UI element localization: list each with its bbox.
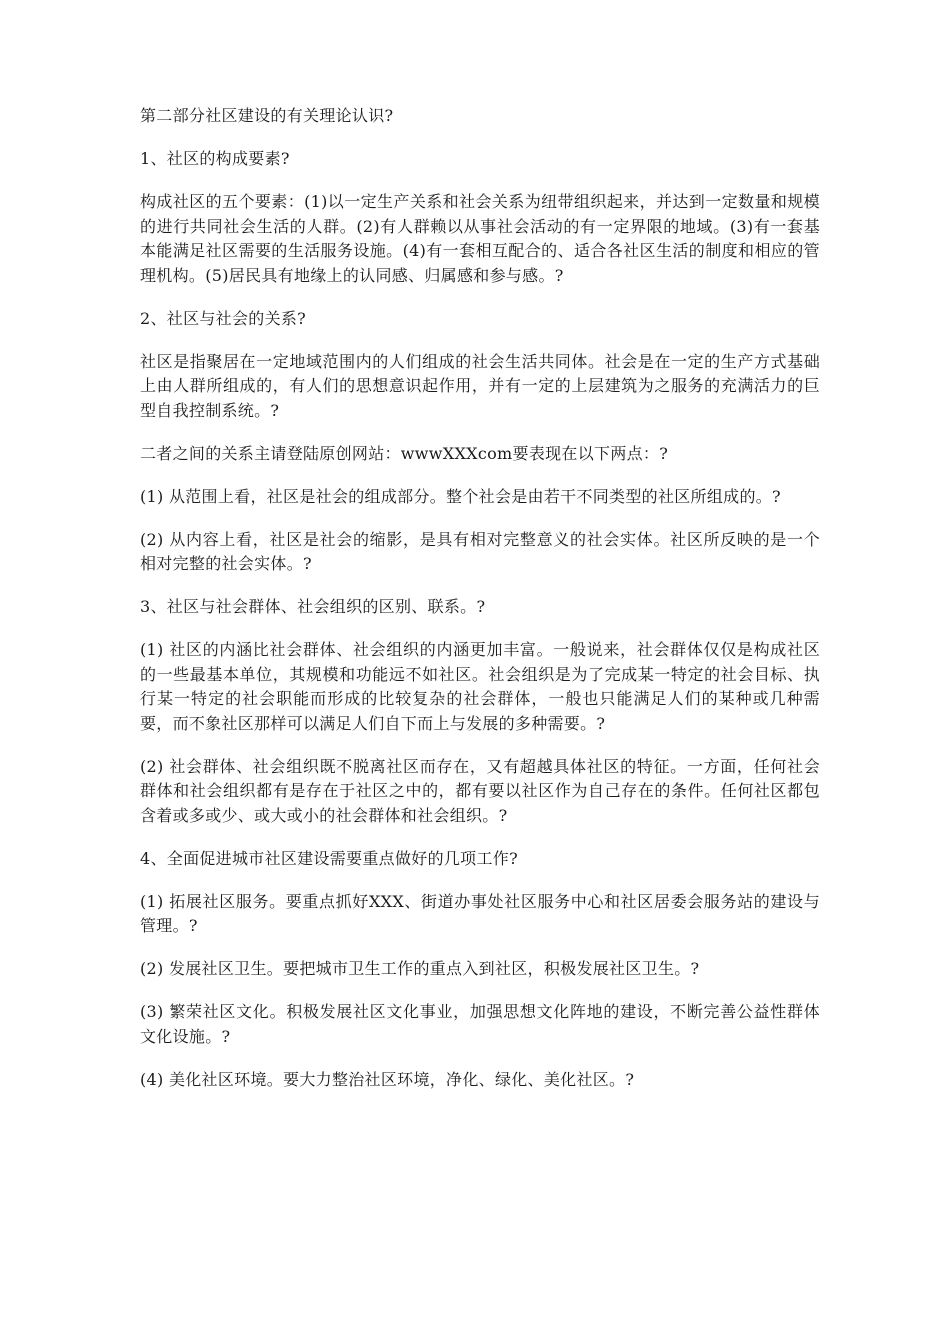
list-item: (1) 社区的内涵比社会群体、社会组织的内涵更加丰富。一般说来，社会群体仅仅是构成社区的一些最基本单位，其规模和功能远不如社区。社会组织是为了完成某一特定的社会目标、执行某一特定的社会职能而形成的比较复杂的社会群体，一般也只能满足人们的某种或几种需要，而不象社区那样可以满足人们自下而上与发展的多种需要。?: [140, 640, 820, 733]
body-paragraph: 社区是指聚居在一定地域范围内的人们组成的社会生活共同体。社会是在一定的生产方式基础上由人群所组成的，有人们的思想意识起作用，并有一定的上层建筑为之服务的充满活力的巨型自我控制系统。?: [140, 351, 820, 420]
body-paragraph: 构成社区的五个要素：(1)以一定生产关系和社会关系为纽带组织起来，并达到一定数量和规模的进行共同社会生活的人群。(2)有人群赖以从事社会活动的有一定界限的地域。(3)有一套基本能满足社区需要的生活服务设施。(4)有一套相互配合的、适合各社区生活的制度和相应的管理机构。(5)居民具有地缘上的认同感、归属感和参与感。?: [140, 192, 820, 285]
question-heading-1: 1、社区的构成要素?: [140, 149, 290, 168]
list-item: (2) 发展社区卫生。要把城市卫生工作的重点入到社区，积极发展社区卫生。?: [140, 959, 700, 978]
list-item: (4) 美化社区环境。要大力整治社区环境，净化、绿化、美化社区。?: [140, 1069, 635, 1089]
question-heading-3: 3、社区与社会群体、社会组织的区别、联系。?: [140, 597, 486, 616]
body-paragraph: 二者之间的关系主请登陆原创网站：wwwXXXcom要表现在以下两点：?: [140, 443, 669, 463]
section-heading: 第二部分社区建设的有关理论认识?: [140, 106, 394, 125]
list-item: (2) 社会群体、社会组织既不脱离社区而存在，又有超越具体社区的特征。一方面，任何社会群体和社会组织都有是存在于社区之中的，都有要以社区作为自己存在的条件。任何社区都包含着或多或少、或大或小的社会群体和社会组织。?: [140, 756, 820, 825]
list-item: (1) 拓展社区服务。要重点抓好XXX、街道办事处社区服务中心和社区居委会服务站的建设与管理。?: [140, 891, 820, 935]
question-heading-4: 4、全面促进城市社区建设需要重点做好的几项工作?: [140, 848, 518, 868]
list-item: (2) 从内容上看，社区是社会的缩影，是具有相对完整意义的社会实体。社区所反映的是一个相对完整的社会实体。?: [140, 529, 820, 573]
list-item: (3) 繁荣社区文化。积极发展社区文化事业，加强思想文化阵地的建设，不断完善公益性群体文化设施。?: [140, 1002, 820, 1046]
question-heading-2: 2、社区与社会的关系?: [140, 308, 307, 328]
document-page: [140, 104, 820, 1111]
list-item: (1) 从范围上看，社区是社会的组成部分。整个社会是由若干不同类型的社区所组成的。?: [140, 486, 781, 506]
